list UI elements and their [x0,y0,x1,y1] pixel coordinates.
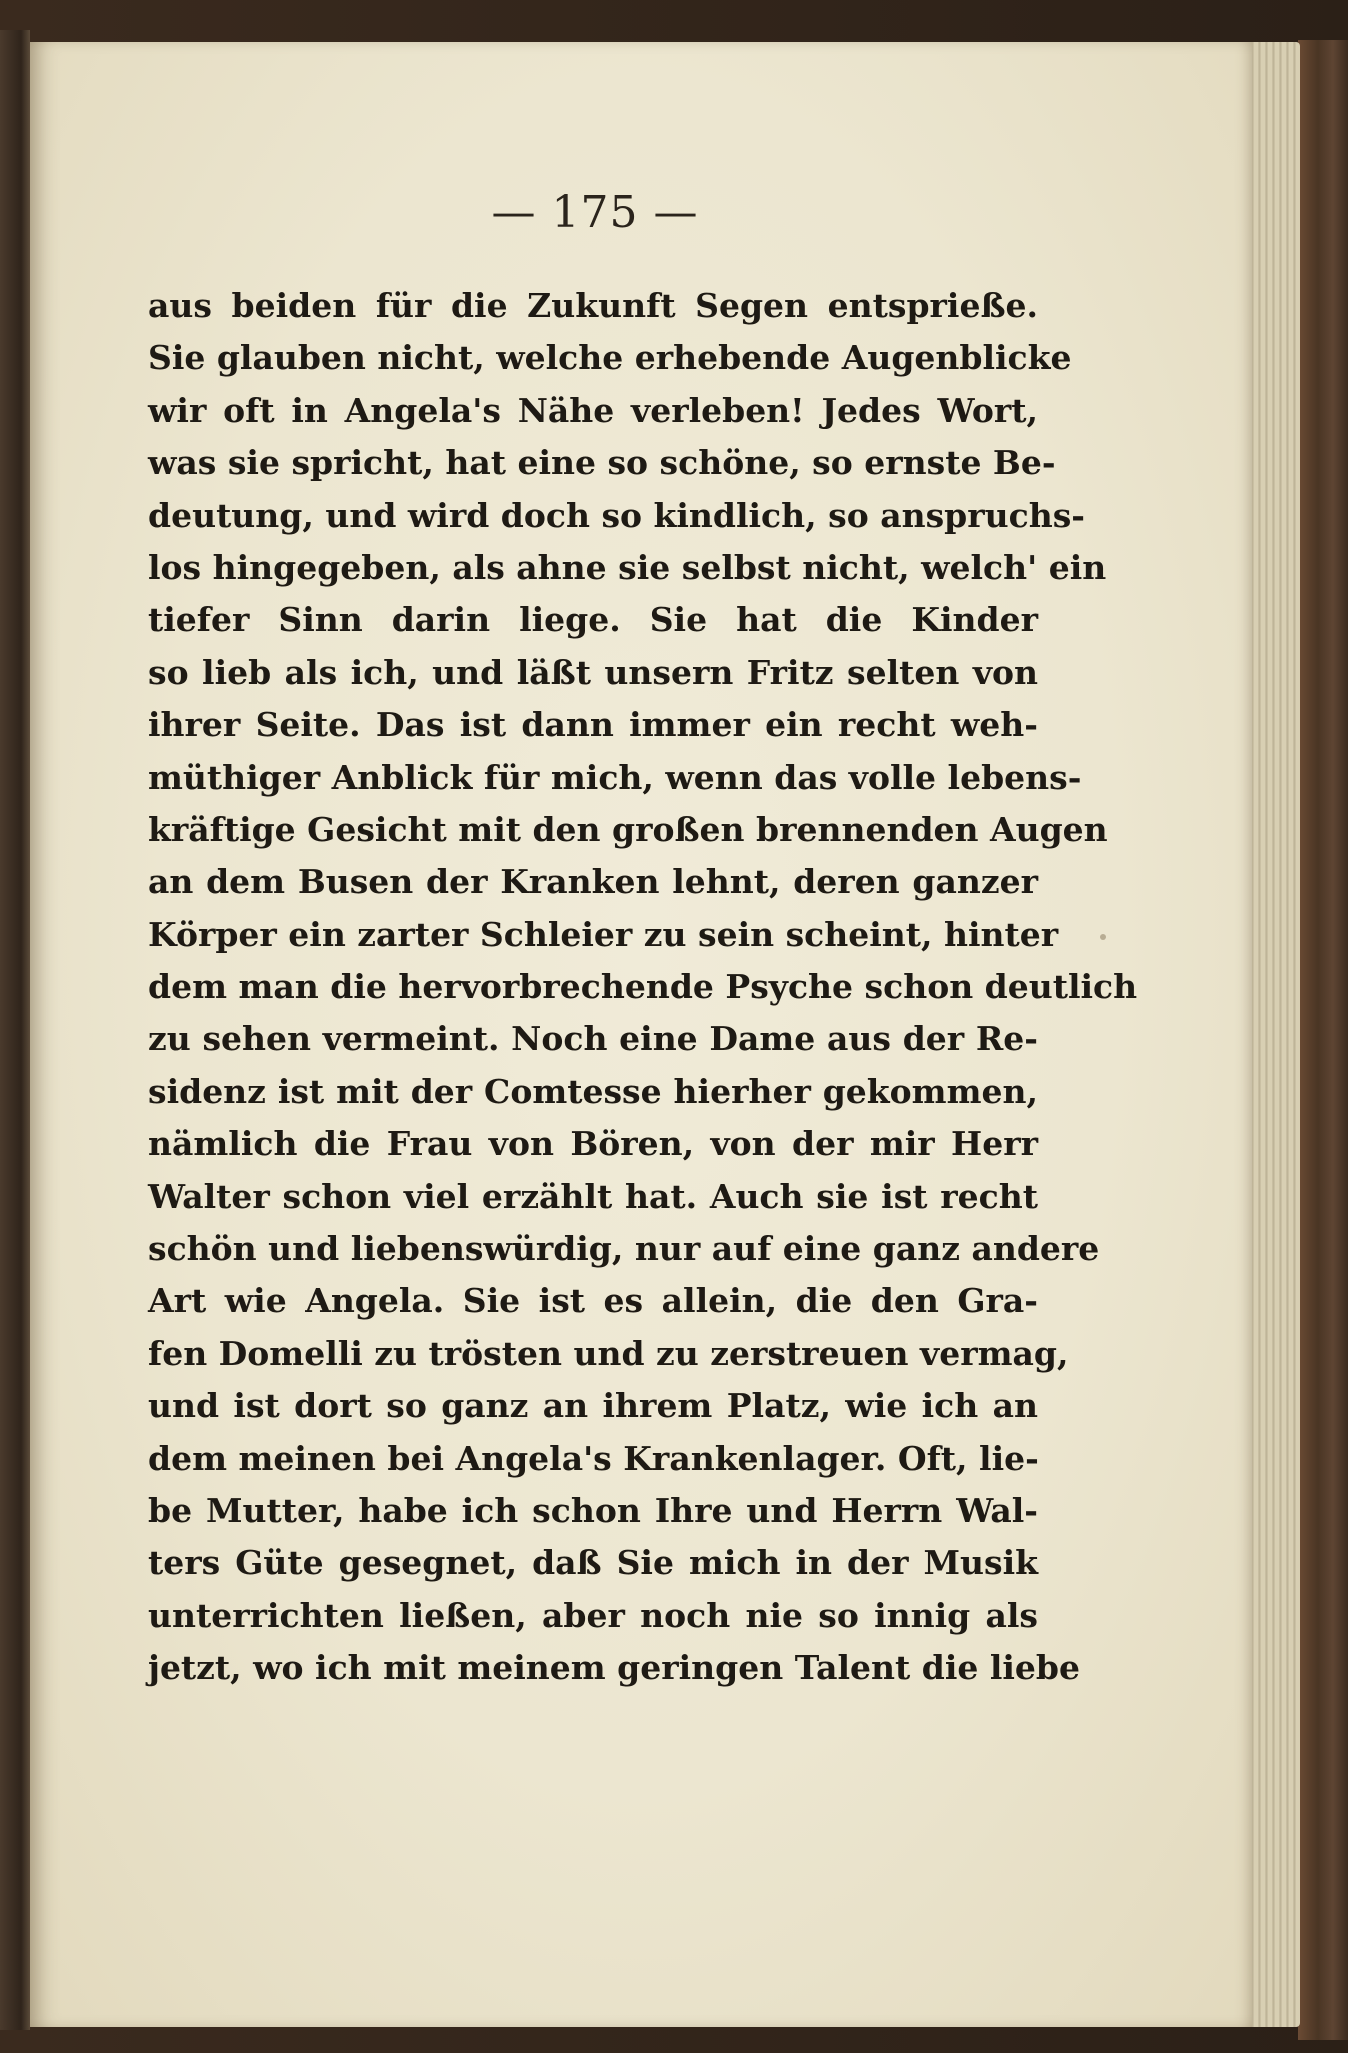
text-line: ihrer Seite. Das ist dann immer ein recht weh- [148,705,1038,745]
text-line: nämlich die Frau von Bören, von der mir Herr [148,1124,1038,1164]
text-line: jetzt, wo ich mit meinem geringen Talent die liebe [148,1648,1080,1688]
text-line: so lieb als ich, und läßt unsern Fritz selten von [148,652,1038,692]
book-spine [0,30,30,2030]
text-line: müthiger Anblick für mich, wenn das volle lebens- [148,757,1082,797]
text-line: Walter schon viel erzählt hat. Auch sie ist recht [148,1176,1038,1216]
text-line: Körper ein zarter Schleier zu sein scheint, hinter [148,914,1059,954]
text-line: was sie spricht, hat eine so schöne, so ernste Be- [148,443,1056,483]
text-line: dem meinen bei Angela's Krankenlager. Oft, lie- [148,1438,1039,1478]
text-line: be Mutter, habe ich schon Ihre und Herrn Wal- [148,1490,1038,1530]
text-line: los hingegeben, als ahne sie selbst nicht, welch' ein [148,547,1107,587]
text-line: sidenz ist mit der Comtesse hierher gekommen, [148,1071,1038,1111]
text-line: dem man die hervorbrechende Psyche schon deutlich [148,967,1138,1007]
text-line: und ist dort so ganz an ihrem Platz, wie ich an [148,1386,1038,1426]
book-page [30,42,1252,2027]
paper-speck [1100,934,1106,940]
page-number: — 175 — [491,187,699,238]
text-line: deutung, und wird doch so kindlich, so anspruchs- [148,495,1085,535]
text-line: zu sehen vermeint. Noch eine Dame aus der Re- [148,1019,1038,1059]
text-line: aus beiden für die Zukunft Segen entsprieße. [148,286,1038,325]
text-line: kräftige Gesicht mit den großen brennenden Augen [148,809,1108,849]
text-line: ters Güte gesegnet, daß Sie mich in der Musik [148,1543,1038,1583]
book-cover-edge [1298,40,1348,2040]
text-line: Sie glauben nicht, welche erhebende Augenblicke [148,338,1072,378]
text-line: fen Domelli zu trösten und zu zerstreuen vermag, [148,1333,1069,1373]
text-line: wir oft in Angela's Nähe verleben! Jedes Wort, [148,390,1038,430]
text-line: unterrichten ließen, aber noch nie so innig als [148,1595,1038,1635]
text-line: an dem Busen der Kranken lehnt, deren ganzer [148,862,1038,902]
text-line: Art wie Angela. Sie ist es allein, die den Gra- [148,1281,1038,1321]
body-text [148,280,1138,1695]
text-line: tiefer Sinn darin liege. Sie hat die Kinder [148,600,1038,640]
text-line: schön und liebenswürdig, nur auf eine ganz andere [148,1229,1100,1269]
